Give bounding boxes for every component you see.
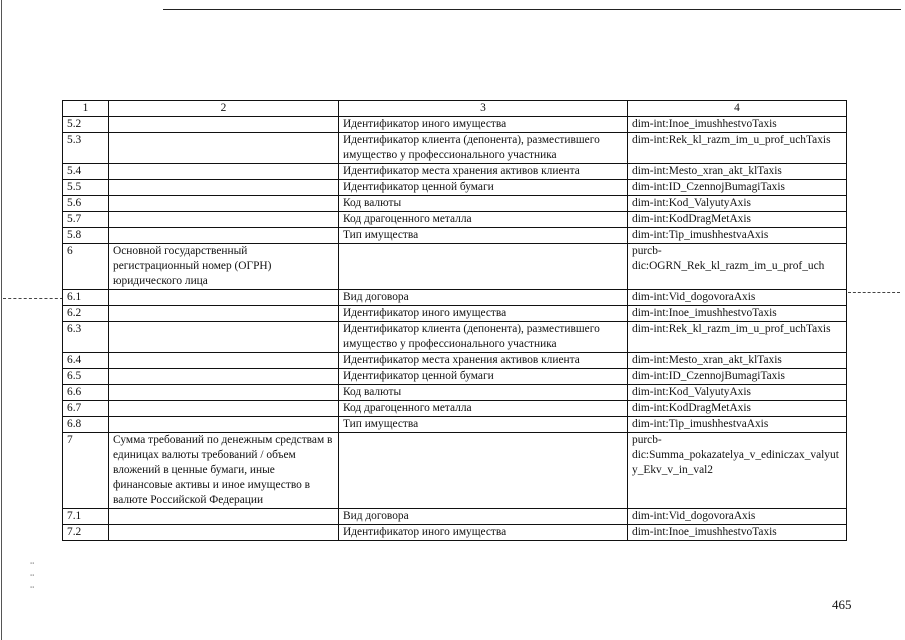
header-rule xyxy=(163,9,901,10)
indicator-name-cell xyxy=(109,306,339,322)
indicator-name-cell xyxy=(109,164,339,180)
row-number-cell: 7 xyxy=(63,433,109,509)
row-number-cell: 7.1 xyxy=(63,509,109,525)
dimension-name-cell: Идентификатор места хранения активов клиента xyxy=(339,164,628,180)
column-header: 1 xyxy=(63,101,109,117)
indicator-name-cell xyxy=(109,212,339,228)
table-row xyxy=(63,196,847,212)
taxonomy-element-cell: dim-int:Inoe_imushhestvoTaxis xyxy=(628,306,847,322)
taxonomy-element-cell: purcb-dic:OGRN_Rek_kl_razm_im_u_prof_uch xyxy=(628,244,847,290)
scan-artifact-dash xyxy=(3,298,63,299)
table-row xyxy=(63,509,847,525)
table-row xyxy=(63,433,847,509)
dimension-name-cell: Код драгоценного металла xyxy=(339,212,628,228)
indicator-name-cell xyxy=(109,353,339,369)
dimension-name-cell: Идентификатор ценной бумаги xyxy=(339,369,628,385)
dimension-name-cell: Идентификатор клиента (депонента), разместившего имущество у профессионального участника xyxy=(339,133,628,164)
dimension-name-cell: Идентификатор иного имущества xyxy=(339,525,628,541)
table-row xyxy=(63,290,847,306)
table-row xyxy=(63,228,847,244)
taxonomy-element-cell: dim-int:KodDragMetAxis xyxy=(628,212,847,228)
row-number-cell: 6 xyxy=(63,244,109,290)
taxonomy-element-cell: dim-int:Kod_ValyutyAxis xyxy=(628,196,847,212)
table-row xyxy=(63,417,847,433)
dimension-name-cell: Код валюты xyxy=(339,385,628,401)
dimension-name-cell: Идентификатор места хранения активов клиента xyxy=(339,353,628,369)
scan-artifact-dash xyxy=(848,292,900,293)
dimension-name-cell: Идентификатор иного имущества xyxy=(339,117,628,133)
scan-margin-marks: ⸱⸱ ⸱⸱ ⸱⸱ xyxy=(30,559,35,592)
table-row xyxy=(63,180,847,196)
dimension-name-cell: Вид договора xyxy=(339,509,628,525)
row-number-cell: 5.6 xyxy=(63,196,109,212)
row-number-cell: 7.2 xyxy=(63,525,109,541)
table-row xyxy=(63,133,847,164)
taxonomy-element-cell: dim-int:Inoe_imushhestvoTaxis xyxy=(628,525,847,541)
row-number-cell: 5.3 xyxy=(63,133,109,164)
indicator-name-cell xyxy=(109,509,339,525)
dimension-name-cell: Тип имущества xyxy=(339,417,628,433)
taxonomy-element-cell: dim-int:Tip_imushhestvaAxis xyxy=(628,228,847,244)
indicator-name-cell xyxy=(109,385,339,401)
row-number-cell: 5.7 xyxy=(63,212,109,228)
row-number-cell: 6.6 xyxy=(63,385,109,401)
taxonomy-element-cell: dim-int:ID_CzennojBumagiTaxis xyxy=(628,180,847,196)
indicator-name-cell xyxy=(109,290,339,306)
dimension-name-cell xyxy=(339,433,628,509)
page-number: 465 xyxy=(832,597,852,612)
indicator-name-cell xyxy=(109,401,339,417)
taxonomy-element-cell: dim-int:Inoe_imushhestvoTaxis xyxy=(628,117,847,133)
taxonomy-element-cell: purcb-dic:Summa_pokazatelya_v_ediniczax_valyuty_Ekv_v_in_val2 xyxy=(628,433,847,509)
table-row xyxy=(63,401,847,417)
row-number-cell: 6.5 xyxy=(63,369,109,385)
row-number-cell: 6.3 xyxy=(63,322,109,353)
indicator-name-cell xyxy=(109,196,339,212)
row-number-cell: 6.8 xyxy=(63,417,109,433)
table-row xyxy=(63,212,847,228)
taxonomy-element-cell: dim-int:KodDragMetAxis xyxy=(628,401,847,417)
table-row xyxy=(63,306,847,322)
table-row xyxy=(63,164,847,180)
taxonomy-element-cell: dim-int:Vid_dogovoraAxis xyxy=(628,290,847,306)
dimension-name-cell xyxy=(339,244,628,290)
table-row xyxy=(63,244,847,290)
indicator-name-cell: Основной государственный регистрационный номер (ОГРН) юридического лица xyxy=(109,244,339,290)
header-row xyxy=(63,101,847,117)
dimension-name-cell: Идентификатор иного имущества xyxy=(339,306,628,322)
row-number-cell: 5.8 xyxy=(63,228,109,244)
taxonomy-element-cell: dim-int:Tip_imushhestvaAxis xyxy=(628,417,847,433)
dimension-name-cell: Вид договора xyxy=(339,290,628,306)
row-number-cell: 5.2 xyxy=(63,117,109,133)
table-body xyxy=(63,117,847,541)
dimension-name-cell: Код валюты xyxy=(339,196,628,212)
indicator-name-cell xyxy=(109,228,339,244)
column-header: 3 xyxy=(339,101,628,117)
row-number-cell: 6.4 xyxy=(63,353,109,369)
dimension-name-cell: Тип имущества xyxy=(339,228,628,244)
column-header: 2 xyxy=(109,101,339,117)
scan-edge-line xyxy=(1,0,2,640)
row-number-cell: 6.7 xyxy=(63,401,109,417)
table-row xyxy=(63,369,847,385)
indicator-name-cell: Сумма требований по денежным средствам в единицах валюты требований / объем вложений в ценные бумаги, иные финансовые активы и иное имущество в валюте Российской Федерации xyxy=(109,433,339,509)
row-number-cell: 5.5 xyxy=(63,180,109,196)
taxonomy-element-cell: dim-int:ID_CzennojBumagiTaxis xyxy=(628,369,847,385)
dimension-name-cell: Идентификатор клиента (депонента), разместившего имущество у профессионального участника xyxy=(339,322,628,353)
taxonomy-element-cell: dim-int:Mesto_xran_akt_klTaxis xyxy=(628,164,847,180)
table-row xyxy=(63,385,847,401)
indicator-name-cell xyxy=(109,133,339,164)
taxonomy-element-cell: dim-int:Mesto_xran_akt_klTaxis xyxy=(628,353,847,369)
taxonomy-element-cell: dim-int:Kod_ValyutyAxis xyxy=(628,385,847,401)
indicator-name-cell xyxy=(109,525,339,541)
indicator-name-cell xyxy=(109,369,339,385)
indicator-name-cell xyxy=(109,117,339,133)
table-row xyxy=(63,525,847,541)
indicator-name-cell xyxy=(109,417,339,433)
dimension-name-cell: Код драгоценного металла xyxy=(339,401,628,417)
indicator-name-cell xyxy=(109,322,339,353)
row-number-cell: 6.1 xyxy=(63,290,109,306)
table-row xyxy=(63,353,847,369)
dimension-name-cell: Идентификатор ценной бумаги xyxy=(339,180,628,196)
indicator-name-cell xyxy=(109,180,339,196)
table-row xyxy=(63,117,847,133)
taxonomy-element-cell: dim-int:Vid_dogovoraAxis xyxy=(628,509,847,525)
taxonomy-table xyxy=(62,100,847,541)
taxonomy-element-cell: dim-int:Rek_kl_razm_im_u_prof_uchTaxis xyxy=(628,133,847,164)
table-row xyxy=(63,322,847,353)
taxonomy-element-cell: dim-int:Rek_kl_razm_im_u_prof_uchTaxis xyxy=(628,322,847,353)
row-number-cell: 5.4 xyxy=(63,164,109,180)
column-header: 4 xyxy=(628,101,847,117)
row-number-cell: 6.2 xyxy=(63,306,109,322)
